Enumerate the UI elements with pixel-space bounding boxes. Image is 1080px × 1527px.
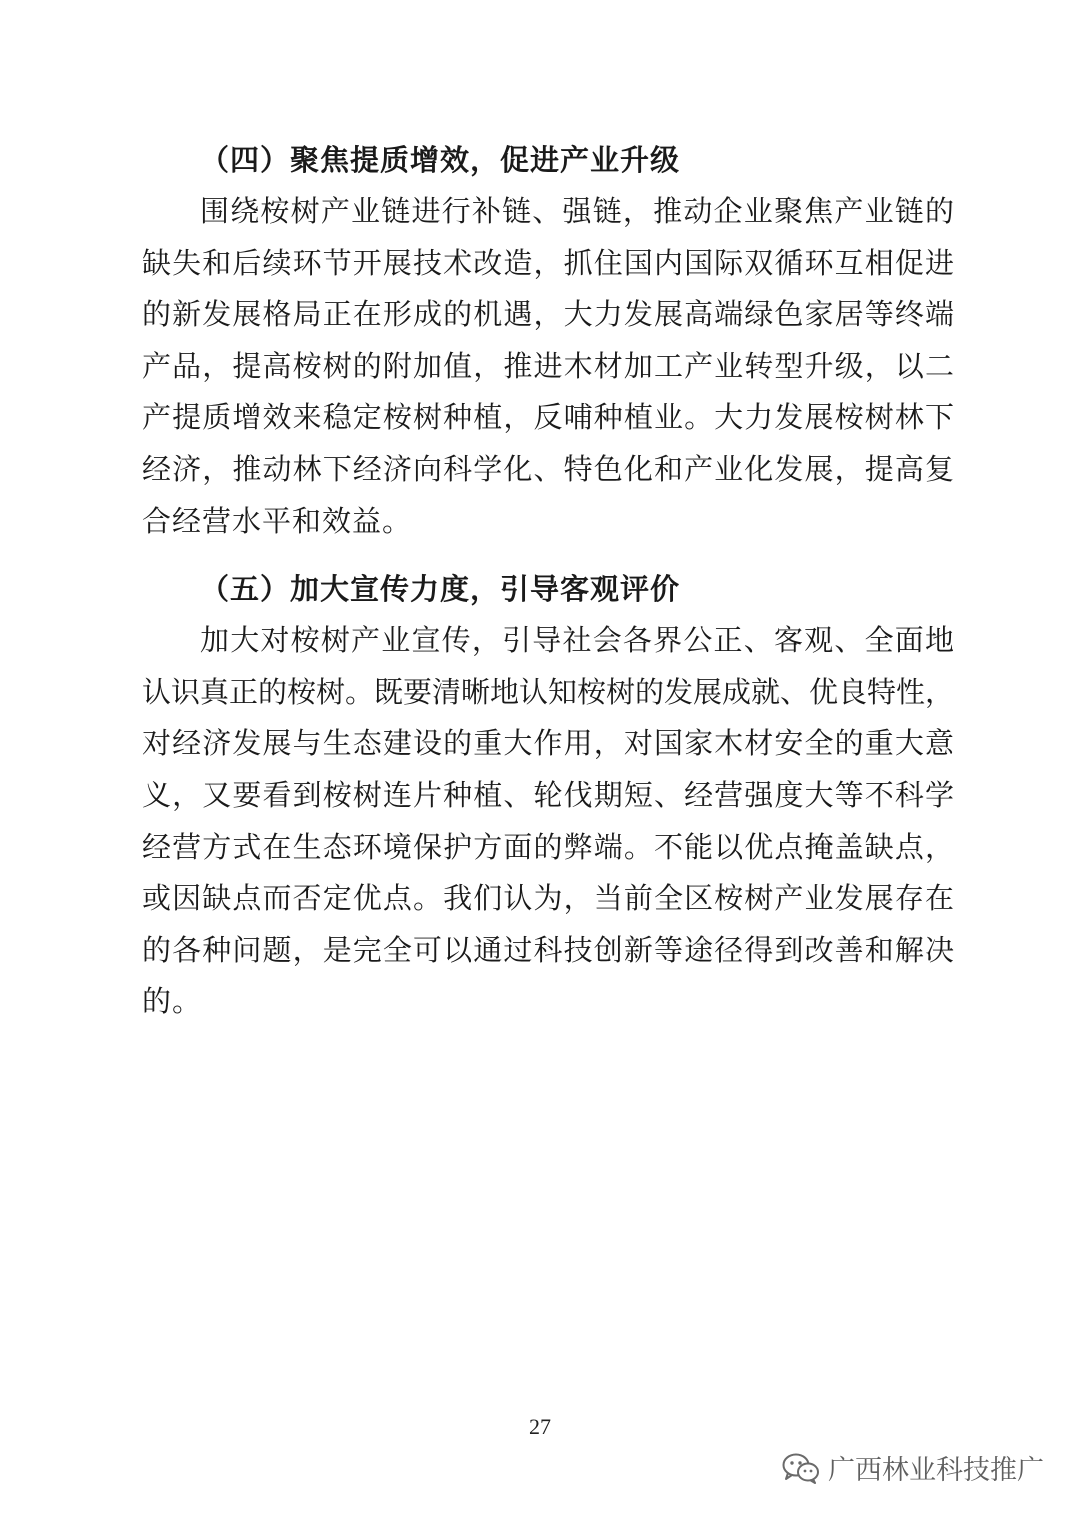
paragraph-line: 对经济发展与生态建设的重大作用，对国家木材安全的重大意 — [142, 726, 954, 761]
section-heading-5: （五）加大宣传力度，引导客观评价 — [200, 572, 681, 607]
watermark-text: 广西林业科技推广 — [828, 1455, 1044, 1486]
paragraph-4 — [142, 186, 954, 547]
watermark — [782, 1448, 1044, 1487]
paragraph-line: 义，又要看到桉树连片种植、轮伐期短、经营强度大等不科学 — [142, 777, 954, 812]
paragraph-line: 产品，提高桉树的附加值，推进木材加工产业转型升级，以二 — [142, 348, 954, 383]
paragraph-line: 的各种问题，是完全可以通过科技创新等途径得到改善和解决 — [142, 932, 954, 967]
page-number: 27 — [529, 1414, 551, 1439]
section-heading-4: （四）聚焦提质增效，促进产业升级 — [200, 143, 681, 177]
wechat-icon — [782, 1452, 820, 1484]
paragraph-line: 加大对桉树产业宣传，引导社会各界公正、客观、全面地 — [200, 623, 954, 658]
document-body — [142, 134, 954, 1028]
paragraph-5 — [142, 615, 954, 1028]
paragraph-line: 或因缺点而否定优点。我们认为，当前全区桉树产业发展存在 — [142, 881, 954, 916]
paragraph-line: 的。 — [142, 984, 203, 1019]
paragraph-line: 缺失和后续环节开展技术改造，抓住国内国际双循环互相促进 — [142, 245, 954, 280]
paragraph-line: 产提质增效来稳定桉树种植，反哺种植业。大力发展桉树林下 — [142, 400, 954, 435]
paragraph-line: 围绕桉树产业链进行补链、强链，推动企业聚焦产业链的 — [200, 194, 954, 228]
paragraph-line: 经营方式在生态环境保护方面的弊端。不能以优点掩盖缺点， — [142, 829, 954, 864]
paragraph-line: 经济，推动林下经济向科学化、特色化和产业化发展，提高复 — [142, 451, 954, 486]
paragraph-line: 合经营水平和效益。 — [142, 503, 413, 538]
paragraph-line: 认识真正的桉树。既要清晰地认知桉树的发展成就、优良特性， — [142, 674, 955, 709]
paragraph-line: 的新发展格局正在形成的机遇，大力发展高端绿色家居等终端 — [142, 297, 954, 332]
